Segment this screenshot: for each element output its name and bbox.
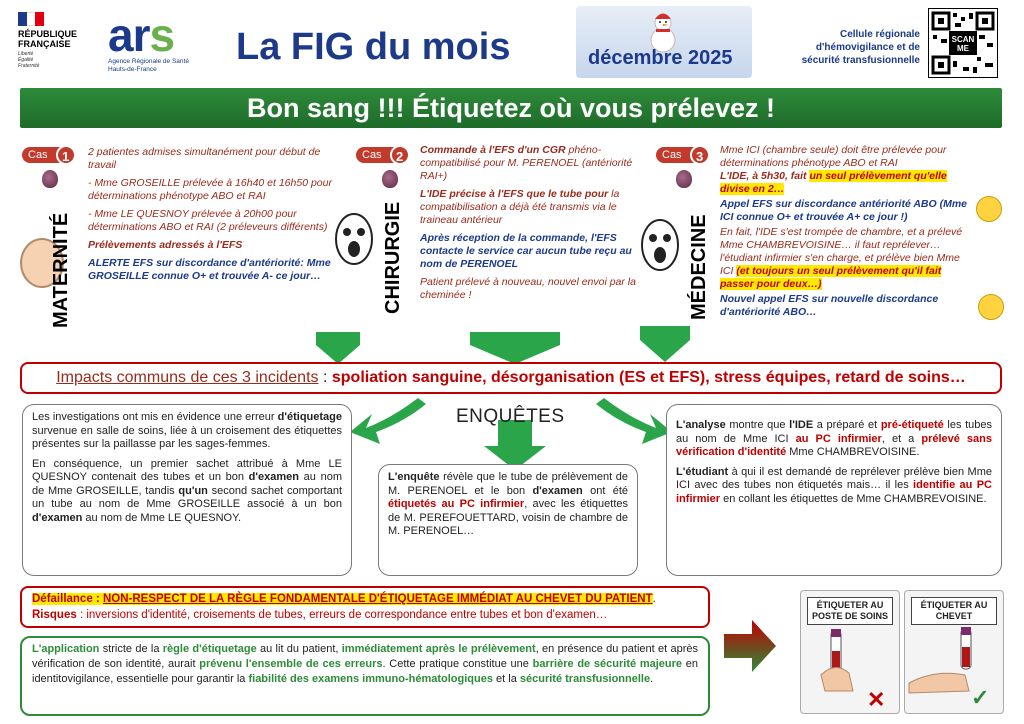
box3-b2: à qui il est demandé de reprélever prélève bien Mme ICI avec des tubes non étiquetés mais… il les [676,465,992,491]
case-3-p4b: (et toujours un seul prélèvement qu'il fait passer pour deux…) [720,265,942,290]
shocked-face-icon [640,218,680,272]
ars-sub-2: Hauts-de-France [108,66,157,73]
arrow-down-1-icon [316,332,360,364]
case-1-p5: ALERTE EFS sur discordance d'antériorité: Mme GROSEILLE connue O+ et trouvée A- ce jour… [88,257,331,282]
case-2-p2b: la compatibilisation a déjà été transmis via le traineau antérieur [420,188,620,226]
box3-a8: , et a [881,432,922,445]
case-1-service: MATERNITÉ [50,212,72,328]
cross-icon: ✕ [867,687,886,712]
box2-a2: révèle que le tube de prélèvement de M. PERENOEL et le bon [388,471,628,497]
impacts-text: spoliation sanguine, désorganisation (ES et EFS), stress équipes, retard de soins… [331,369,966,386]
box1-a2: d'étiquetage [277,411,342,423]
appl-a5: immédiatement après le prélèvement [341,643,536,655]
case-1-p3: - Mme LE QUESNOY prélevée à 20h00 pour déterminations ABO et RAI (2 préleveurs différents) [88,208,328,233]
rf-motto-1: Liberté [18,51,34,57]
case-3-p3: Appel EFS sur discordance antériorité ABO (Mme ICI connue O+ et trouvée A+ ce jour !) [720,198,967,223]
facepalm-emoji-icon [976,196,1002,222]
case-2-service: CHIRURGIE [382,201,404,314]
risques-label: Risques [32,609,77,621]
box2-a3: d'examen [532,484,583,497]
panel-chevet [904,590,1004,714]
rf-motto-2: Égalité [18,57,34,63]
box3-a6: les tubes au nom de Mme ICI [676,419,992,445]
appl-a11: fiabilité des examens immuno-hématologiques [248,673,493,685]
qr-scan-label: SCAN ME [951,35,975,53]
appl-a12: et la [492,673,520,685]
arrow-right-icon [596,398,672,444]
tube-hand-icon [801,625,899,695]
appl-a7: prévenu l'ensemble de ces erreurs [199,658,383,670]
box3-a1: L'analyse [676,419,726,431]
box3-b4: en collant les étiquettes de Mme CHAMBREVOISINE. [720,492,987,505]
risques-text: : inversions d'identité, croisements de tubes, erreurs de correspondance entre tubes et bon d'examen… [76,609,608,621]
rf-motto-3: Fraternité [18,63,40,69]
box3-a4: a préparé et [813,419,881,431]
investigation-box-2 [378,464,638,576]
case-1-text [88,146,350,288]
cas-1-tag [22,146,76,164]
case-2-p4: Patient prélevé à nouveau, nouvel envoi par la cheminée ! [420,276,636,301]
box3-b1: L'étudiant [676,465,729,478]
headline-banner: Bon sang !!! Étiquetez où vous prélevez ! [20,88,1002,128]
page-title: La FIG du mois [236,26,511,68]
case-3-p2a: L'IDE, à 5h30, fait [720,170,810,182]
box1-a3: survenue en salle de soins, liée à un croisement des étiquettes présentes sur la paillasse par les sages-femmes. [32,424,342,450]
cas-1-number: 1 [56,145,76,165]
appl-a8: . Cette pratique constitue une [382,658,533,670]
defaillance-text: NON-RESPECT DE LA RÈGLE FONDAMENTALE D'ÉTIQUETAGE IMMÉDIAT AU CHEVET DU PATIENT [102,593,653,605]
case-1-p2: - Mme GROSEILLE prélevée à 16h40 et 16h50 pour déterminations phénotype ABO et RAI [88,177,332,202]
appl-a4: au lit du patient, [256,643,342,655]
case-2-p2a: L'IDE précise à l'EFS que le tube pour [420,188,609,200]
box2-a1: L'enquête [388,471,440,483]
box1-b6: d'examen [32,511,83,524]
rf-line-2: FRANÇAISE [18,39,71,49]
cas-2-label: Cas [356,147,396,163]
box3-a3: l'IDE [789,419,814,431]
arrow-down-3-icon [640,326,690,362]
facepalm-emoji-icon [978,294,1004,320]
appl-a14: . [650,673,654,685]
arrow-left-icon [350,398,426,444]
fig-icon [676,170,692,188]
shocked-face-icon [334,212,374,266]
investigation-box-3 [666,404,1002,576]
cas-3-label: Cas [656,147,696,163]
box3-a2: montre que [725,419,790,431]
box1-b2: d'examen [248,471,299,483]
case-3-p2b: un seul prélèvement qu'elle divise en 2… [720,170,947,195]
impacts-sep: : [318,369,332,386]
box1-b1: En conséquence, un premier sachet attribué à Mme LE QUESNOY contenait des tubes et un bon [32,457,342,483]
appl-a10: en identitovigilance, essentielle pour garantir la [32,658,698,685]
box2-a4: ont été [582,484,629,497]
box2-a6: , avec les étiquettes de M. PEREFOUETTARD, voisin de chambre de M. PERENOEL… [388,498,628,537]
fig-icon [42,170,58,188]
cas-2-tag [356,146,410,164]
cas-2-number: 2 [390,145,410,165]
enquetes-title: ENQUÊTES [456,406,565,427]
box3-a5: pré-étiqueté [880,419,944,431]
investigation-box-1 [22,404,352,576]
box3-a10: Mme CHAMBREVOISINE. [786,446,920,458]
case-3-p4a: En fait, l'IDE s'est trompée de chambre, et a prélevé Mme CHAMBREVOISINE… il faut reprélever… l'étudiant infirmier s'en charge, et prélève bien Mme ICI [720,226,963,277]
application-box [20,636,710,716]
impacts-box [20,362,1002,394]
appl-a13: sécurité transfusionnelle [519,673,651,685]
ars-word-s: s [149,9,175,61]
box1-b7: au nom de Mme LE QUESNOY. [82,511,242,524]
rf-line-1: RÉPUBLIQUE [18,29,78,39]
case-2-p3b: l'EFS contacte le service car aucun tube reçu au nom de PERENOEL [420,232,632,270]
box1-b5: second sachet comportant un tube au nom de Mme GROSEILLE associé à un bon [32,484,343,510]
case-3-p1: Mme ICI (chambre seule) doit être prélevée pour déterminations phénotype ABO et RAI [720,144,947,169]
box1-b3: au nom de Mme GROSEILLE, tandis [32,471,342,497]
case-3-text [720,144,976,324]
ars-sub-1: Agence Régionale de Santé [108,58,189,65]
box3-a7: au PC infirmier [795,432,882,445]
box3-a9: prélevé sans vérification d'identité [676,432,992,458]
box1-b4: qu'un [178,484,208,497]
case-1-p1: 2 patientes admises simultanément pour début de travail [88,146,321,171]
cas-1-label: Cas [22,147,62,163]
case-2-p1a: Commande à l'EFS d'un CGR [420,144,566,156]
case-3-p5: Nouvel appel EFS sur nouvelle discordance d'antériorité ABO… [720,293,939,318]
cas-3-number: 3 [690,145,710,165]
defaillance-label: Défaillance : [32,593,103,605]
box2-a5: étiquetés au PC infirmier [388,498,525,510]
appl-a6: , en présence du patient et après vérification de son identité, aurait [32,643,699,670]
case-2-p3a: Après réception de la commande, [420,232,589,244]
cellule-title: Cellule régionale d'hémovigilance et de sécurité transfusionnelle [801,29,920,66]
cas-3-tag [656,146,710,164]
case-2-p1b: phéno-compatibilisé pour M. PERENOEL (antériorité RAI+) [420,144,633,182]
arrow-down-2-icon [470,332,560,364]
issue-date: décembre 2025 [588,47,733,69]
impacts-label: Impacts communs de ces 3 incidents [56,369,319,386]
ars-word: ar [108,9,150,61]
panel-poste-de-soins [800,590,900,714]
case-1-p4: Prélèvements adressés à l'EFS [88,239,243,251]
box3-b3: identifie au PC infirmier [676,479,992,505]
case-3-service: MÉDECINE [688,214,710,320]
box1-a1: Les investigations ont mis en évidence une erreur [32,411,278,423]
defaillance-box [20,586,710,628]
appl-a3: règle d'étiquetage [162,643,257,655]
defaillance-end: . [652,593,656,605]
red-green-arrow-icon [722,618,778,674]
case-2-text [420,144,652,307]
appl-a1: L'application [32,643,100,655]
panel-1-title: ÉTIQUETER AU POSTE DE SOINS [807,597,893,625]
panel-2-title: ÉTIQUETER AU CHEVET [911,597,997,625]
fig-icon [382,170,398,188]
check-icon: ✓ [971,685,990,710]
appl-a9: barrière de sécurité majeure [532,658,683,670]
appl-a2: stricte de la [99,643,163,655]
